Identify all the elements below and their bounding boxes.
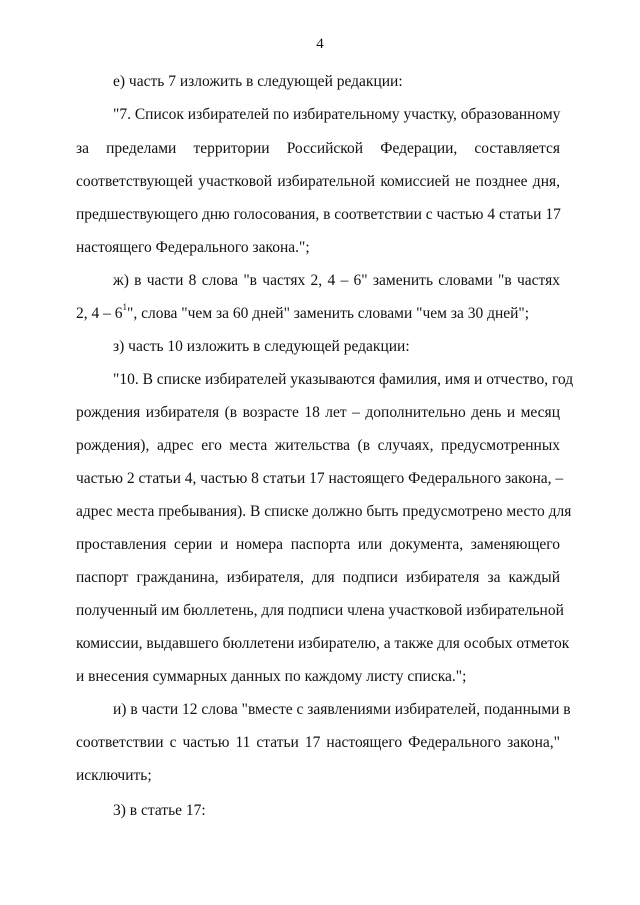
text-line: рождения), адрес его места жительства (в случаях, предусмотренных bbox=[76, 437, 560, 454]
text-line: "10. В списке избирателей указываются фамилия, имя и отчество, год bbox=[113, 371, 574, 388]
text-line: и) в части 12 слова "вместе с заявлениями избирателей, поданными в bbox=[113, 701, 571, 718]
text-line: рождения избирателя (в возрасте 18 лет – дополнительно день и месяц bbox=[76, 404, 560, 421]
text-line: ж) в части 8 слова "в частях 2, 4 – 6" заменить словами "в частях bbox=[113, 272, 560, 289]
text-line: исключить; bbox=[76, 767, 152, 784]
superscript: 1 bbox=[122, 301, 127, 312]
text-line: частью 2 статьи 4, частью 8 статьи 17 настоящего Федерального закона, – bbox=[76, 470, 564, 487]
text-line: комиссии, выдавшего бюллетени избирателю, а также для особых отметок bbox=[76, 635, 570, 652]
text-line: адрес места пребывания). В списке должно быть предусмотрено место для bbox=[76, 503, 572, 520]
text-line: проставления серии и номера паспорта или документа, заменяющего bbox=[76, 536, 560, 553]
text-line: паспорт гражданина, избирателя, для подписи избирателя за каждый bbox=[76, 569, 560, 586]
text-line: соответствующей участковой избирательной комиссией не позднее дня, bbox=[76, 173, 560, 190]
text-segment: ", слова "чем за 60 дней" заменить словами "чем за 30 дней"; bbox=[127, 305, 530, 322]
text-line: за пределами территории Российской Федерации, составляется bbox=[76, 140, 560, 157]
text-line: соответствии с частью 11 статьи 17 настоящего Федерального закона," bbox=[76, 734, 560, 751]
text-line: 3) в статье 17: bbox=[113, 802, 206, 819]
text-line: полученный им бюллетень, для подписи члена участковой избирательной bbox=[76, 602, 564, 619]
text-line: з) часть 10 изложить в следующей редакции: bbox=[113, 338, 410, 355]
text-segment: 2, 4 – 6 bbox=[76, 305, 123, 322]
text-line: предшествующего дню голосования, в соответствии с частью 4 статьи 17 bbox=[76, 206, 561, 223]
page-number: 4 bbox=[316, 36, 324, 52]
text-line: настоящего Федерального закона."; bbox=[76, 239, 310, 256]
text-line-with-superscript bbox=[76, 303, 560, 325]
text-line: е) часть 7 изложить в следующей редакции: bbox=[113, 73, 403, 90]
text-line: "7. Список избирателей по избирательному участку, образованному bbox=[113, 106, 561, 123]
text-line: и внесения суммарных данных по каждому листу списка."; bbox=[76, 668, 467, 685]
